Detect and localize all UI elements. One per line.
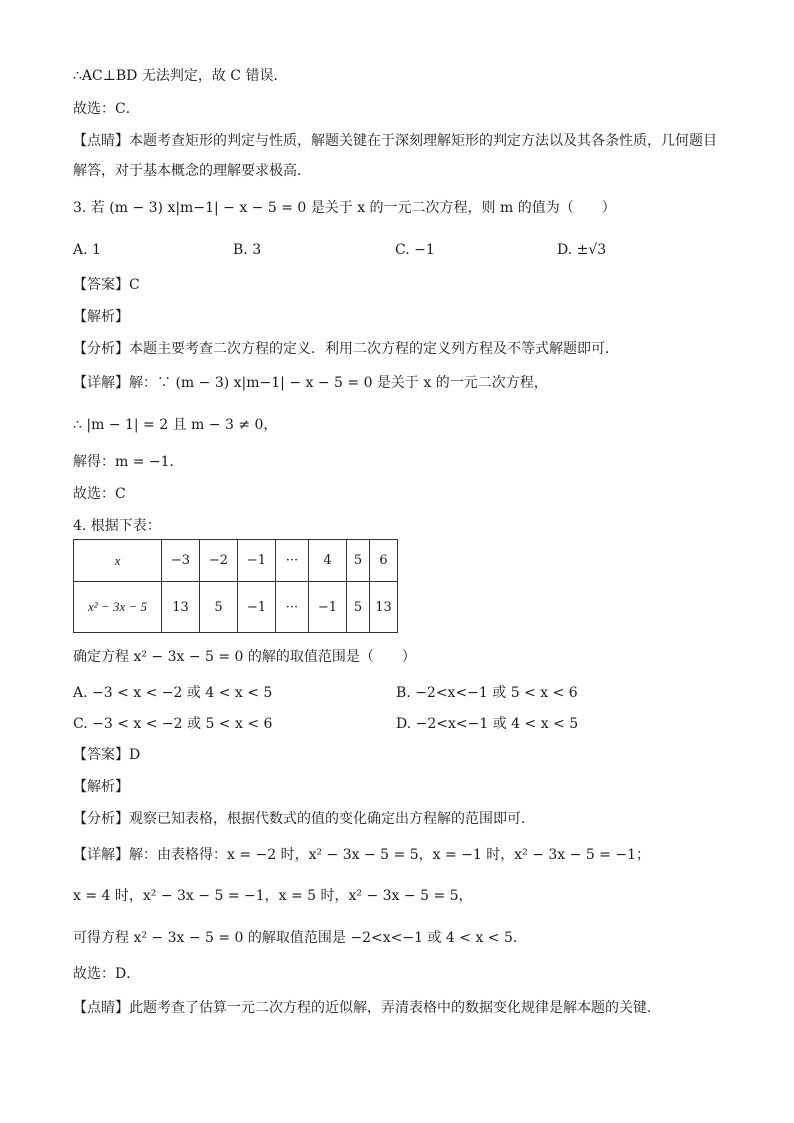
analysis-label: 【解析】 [73, 309, 129, 325]
q3-option-d: D. ±√3 [557, 242, 607, 258]
table-cell: ··· [276, 540, 309, 582]
q4-option-b: B. −2<x<−1 或 5 < x < 6 [396, 685, 578, 701]
table-cell: 5 [347, 582, 370, 633]
answer-label: 【答案】C [73, 277, 140, 293]
question-4: 4. 根据下表： [73, 518, 161, 534]
table-cell: 13 [370, 582, 398, 633]
answer-label: 【答案】D [73, 747, 141, 763]
table-cell: x [74, 540, 162, 582]
table-cell: 6 [370, 540, 398, 582]
text-line: 可得方程 x² − 3x − 5 = 0 的解取值范围是 −2<x<−1 或 4 < x < 5． [73, 930, 527, 946]
text-line: 解得：m = −1． [73, 454, 184, 470]
table-cell: x² − 3x − 5 [74, 582, 162, 633]
table-row [74, 540, 398, 582]
value-table [73, 539, 398, 633]
text-line: ∴AC⊥BD 无法判定，故 C 错误． [73, 68, 288, 84]
q4-option-d: D. −2<x<−1 或 4 < x < 5 [396, 716, 579, 732]
text-line: 故选：C． [73, 101, 140, 117]
table-cell: −2 [200, 540, 238, 582]
text-line: 【点睛】本题考查矩形的判定与性质，解题关键在于深刻理解矩形的判定方法以及其各条性质，几何题目 [73, 133, 717, 149]
text-line: 【详解】解：由表格得：x = −2 时，x² − 3x − 5 = 5，x = −1 时，x² − 3x − 5 = −1； [73, 847, 650, 863]
table-row [74, 582, 398, 633]
q3-option-b: B. 3 [233, 242, 262, 258]
text-line: 【点睛】此题考查了估算一元二次方程的近似解，弄清表格中的数据变化规律是解本题的关键． [73, 1000, 661, 1016]
q3-option-c: C. −1 [395, 242, 435, 258]
text-line: ∴ |m − 1| = 2 且 m − 3 ≠ 0， [73, 417, 278, 433]
text-line: 【分析】观察已知表格，根据代数式的值的变化确定出方程解的范围即可． [73, 811, 535, 827]
text-line: 故选：C [73, 486, 126, 502]
q3-option-a: A. 1 [73, 242, 101, 258]
table-cell: 5 [200, 582, 238, 633]
text-line: x = 4 时，x² − 3x − 5 = −1，x = 5 时，x² − 3x − 5 = 5， [73, 888, 473, 904]
text-line: 【详解】解：∵ (m − 3) x|m−1| − x − 5 = 0 是关于 x 的一元二次方程， [73, 375, 548, 391]
question-4-ask: 确定方程 x² − 3x − 5 = 0 的解的取值范围是（ ） [73, 649, 416, 665]
q4-option-c: C. −3 < x < −2 或 5 < x < 6 [73, 716, 273, 732]
table-cell: −1 [238, 582, 276, 633]
text-line: 【分析】本题主要考查二次方程的定义．利用二次方程的定义列方程及不等式解题即可． [73, 341, 619, 357]
table-cell: −1 [238, 540, 276, 582]
analysis-label: 【解析】 [73, 779, 129, 795]
table-cell: 5 [347, 540, 370, 582]
table-cell: ··· [276, 582, 309, 633]
table-cell: −1 [309, 582, 347, 633]
text-line: 解答，对于基本概念的理解要求极高． [73, 163, 311, 179]
question-3: 3. 若 (m − 3) x|m−1| − x − 5 = 0 是关于 x 的一元二次方程，则 m 的值为（ ） [73, 200, 616, 216]
table-cell: 13 [162, 582, 200, 633]
table-cell: −3 [162, 540, 200, 582]
table-cell: 4 [309, 540, 347, 582]
q4-option-a: A. −3 < x < −2 或 4 < x < 5 [73, 685, 273, 701]
text-line: 故选：D． [73, 966, 141, 982]
